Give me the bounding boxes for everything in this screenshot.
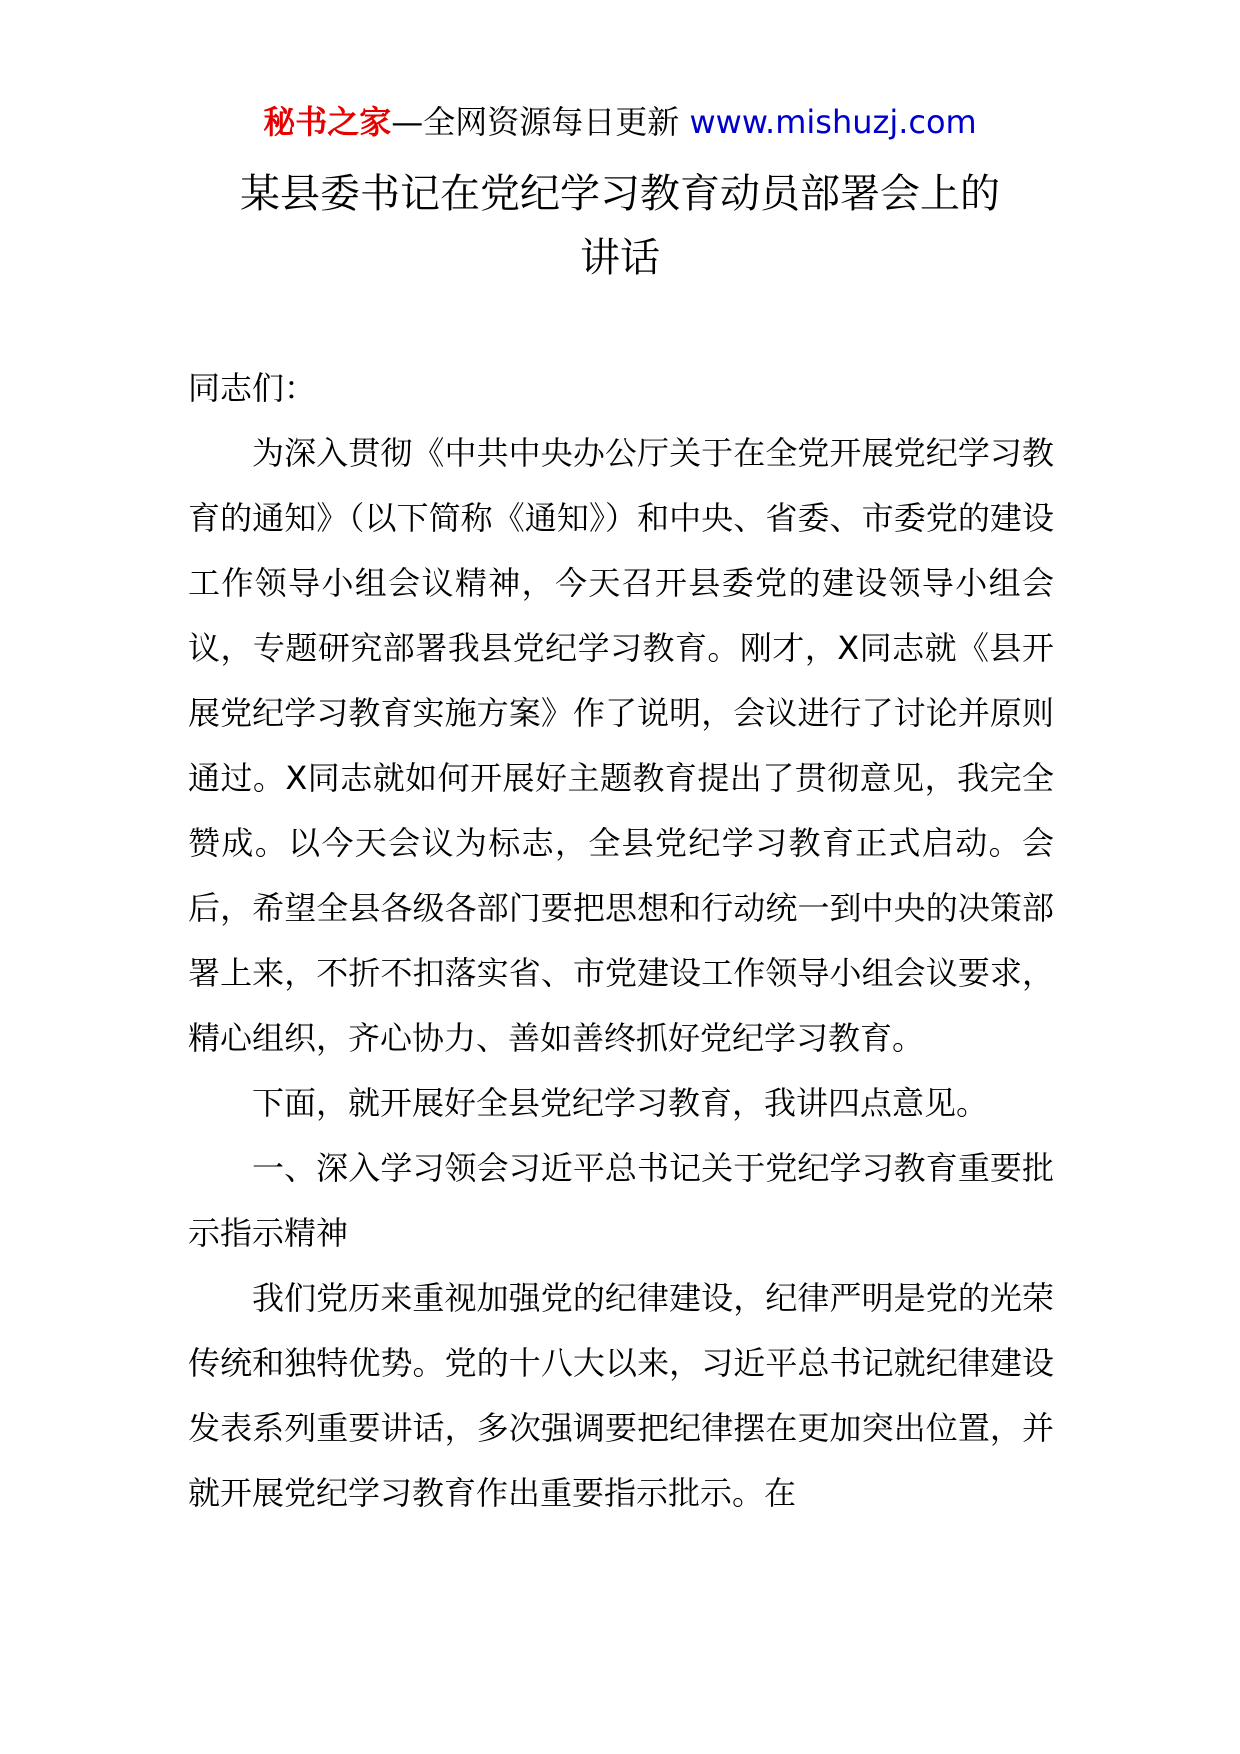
document-title	[190, 162, 1050, 290]
document-body	[188, 356, 1054, 1526]
site-url-link[interactable]: www.mishuzj.com	[689, 103, 977, 141]
header-tagline: —全网资源每日更新	[391, 103, 680, 141]
paragraph: 下面，就开展好全县党纪学习教育，我讲四点意见。	[252, 1084, 989, 1122]
title-line-2: 讲话	[580, 235, 660, 281]
section-heading: 一、深入学习领会习近平总书记关于党纪学习教育重要批示指示精神	[188, 1149, 1054, 1252]
salutation: 同志们：	[188, 369, 317, 407]
title-line-1: 某县委书记在党纪学习教育动员部署会上的	[240, 171, 1000, 217]
watermark-header	[0, 100, 1240, 144]
paragraph: 我们党历来重视加强党的纪律建设，纪律严明是党的光荣传统和独特优势。党的十八大以来，习近平总书记就纪律建设发表系列重要讲话，多次强调要把纪律摆在更加突出位置，并就开展党纪学习教育作出重要指示批示。在	[188, 1279, 1054, 1512]
paragraph: 为深入贯彻《中共中央办公厅关于在全党开展党纪学习教育的通知》（以下简称《通知》）和中央、省委、市委党的建设工作领导小组会议精神，今天召开县委党的建设领导小组会议，专题研究部署我县党纪学习教育。刚才，X同志就《县开展党纪学习教育实施方案》作了说明，会议进行了讨论并原则通过。X同志就如何开展好主题教育提出了贯彻意见，我完全赞成。以今天会议为标志，全县党纪学习教育正式启动。会后，希望全县各级各部门要把思想和行动统一到中央的决策部署上来，不折不扣落实省、市党建设工作领导小组会议要求，精心组织，齐心协力、善如善终抓好党纪学习教育。	[188, 434, 1054, 1057]
brand-name: 秘书之家	[263, 103, 392, 141]
